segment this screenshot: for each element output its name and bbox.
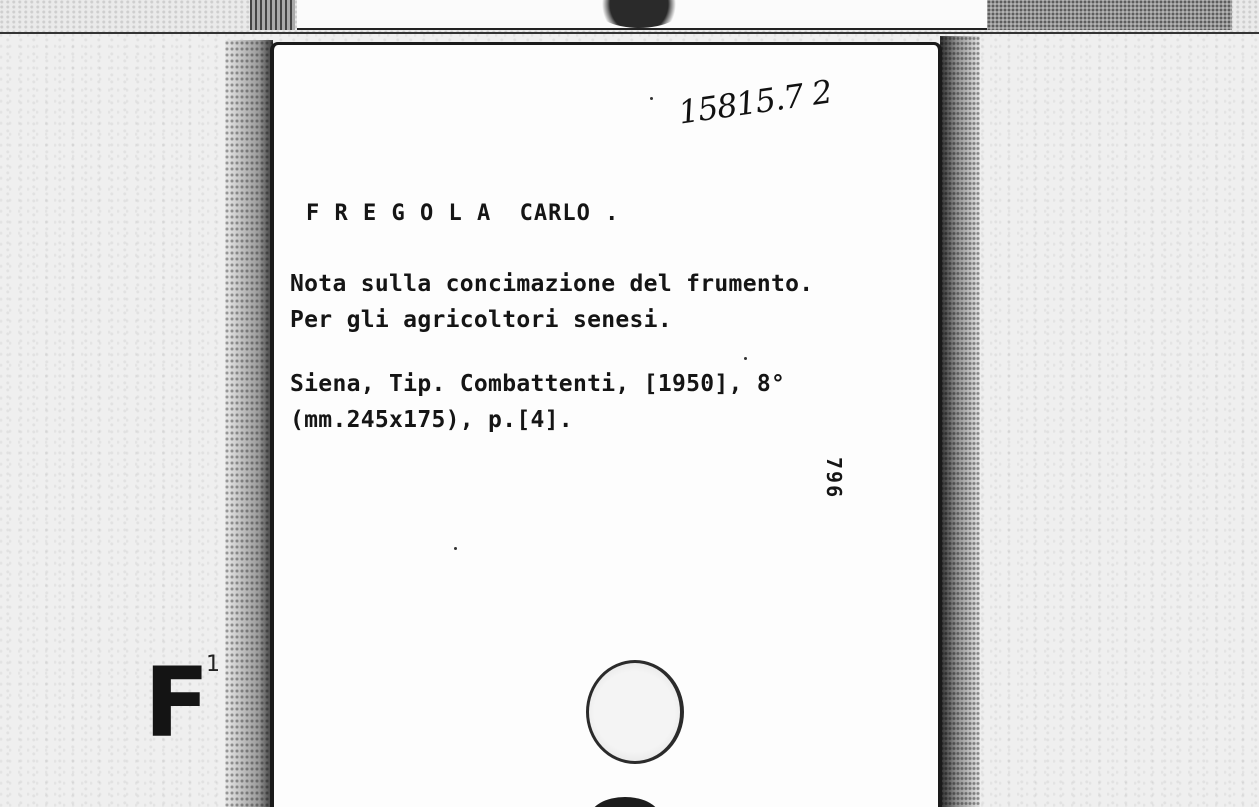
next-card-punch-hole	[590, 797, 660, 807]
drawer-letter: F	[144, 647, 210, 759]
card-title-line-1: Nota sulla concimazione del frumento.	[290, 271, 814, 297]
catalog-card	[270, 42, 942, 807]
card-imprint-line-1: Siena, Tip. Combattenti, [1950], 8°	[290, 371, 786, 397]
handwritten-shelfmark: 15815.7 2	[676, 72, 834, 132]
card-imprint-line-2: (mm.245x175), p.[4].	[290, 407, 573, 433]
card-title-line-2: Per gli agricoltori senesi.	[290, 307, 672, 333]
left-card-shadow	[225, 40, 273, 807]
ink-speck	[454, 547, 457, 550]
card-punch-hole	[586, 660, 684, 764]
ink-speck	[744, 357, 747, 360]
card-side-number: 796	[822, 457, 846, 500]
top-right-shadow	[987, 0, 1232, 30]
ink-speck	[650, 97, 653, 100]
right-card-shadow	[940, 36, 980, 807]
top-left-shadow	[250, 0, 295, 30]
drawer-letter-mark: 1	[206, 652, 220, 677]
card-author: F R E G O L A CARLO .	[306, 201, 620, 226]
